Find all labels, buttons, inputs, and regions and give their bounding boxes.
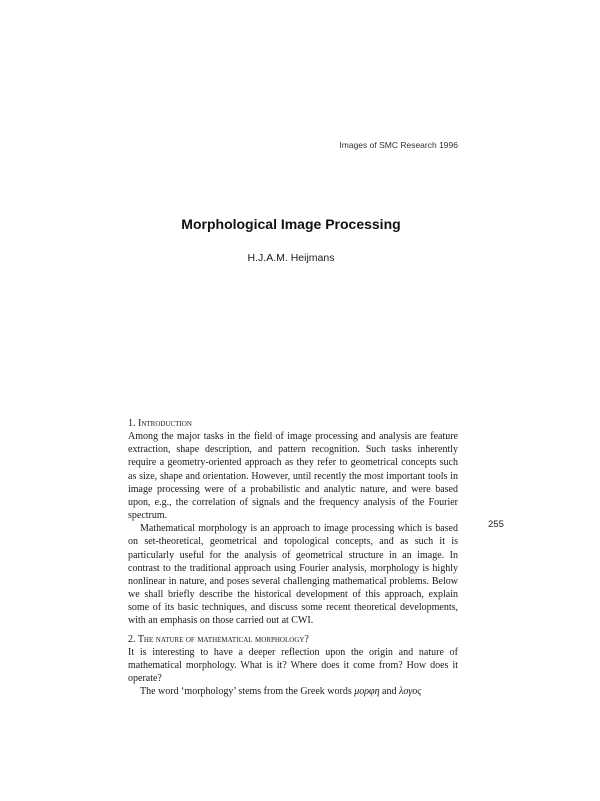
- section-heading-introduction: 1. Introduction: [128, 418, 192, 429]
- paragraph: Among the major tasks in the field of image processing and analysis are feature extraction, shape description, and pattern recognition. Such tasks inherently require a geometry-oriented approach as they refer to geometrical concepts such as size, shape and orientation. However, until recently the most important tools in image processing were of a probabilistic and analytic nature, and were based upon, e.g., the correlation of signals and the frequency analysis of the Fourier spectrum.: [128, 431, 458, 522]
- paragraph: It is interesting to have a deeper reflection upon the origin and nature of mathematical morphology. What is it? Where does it come from? How does it operate?: [128, 646, 458, 684]
- greek-word: λογος: [398, 686, 422, 698]
- paragraph-text: and: [379, 686, 399, 698]
- running-head: Images of SMC Research 1996: [339, 140, 458, 150]
- paragraph: [128, 685, 458, 698]
- page-number: 255: [488, 519, 504, 530]
- article-body: [128, 417, 458, 698]
- section-heading-nature: 2. The nature of mathematical morphology?: [128, 633, 309, 645]
- paragraph: Mathematical morphology is an approach to image processing which is based on set-theoretical, geometrical and topological concepts, and as such it is particularly useful for the analysis of geometrical structure in an image. In contrast to the traditional approach using Fourier analysis, morphology is highly nonlinear in nature, and poses several challenging mathematical problems. Below we shall briefly describe the historical development of this approach, explain some of its basic techniques, and discuss some recent theoretical developments, with an emphasis on those carried out at CWI.: [128, 523, 458, 627]
- paragraph-text: The word ‘morphology’ stems from the Greek words: [140, 686, 355, 698]
- article-author: H.J.A.M. Heijmans: [247, 252, 335, 264]
- article-title: Morphological Image Processing: [181, 216, 401, 232]
- greek-word: μορφη: [354, 686, 380, 698]
